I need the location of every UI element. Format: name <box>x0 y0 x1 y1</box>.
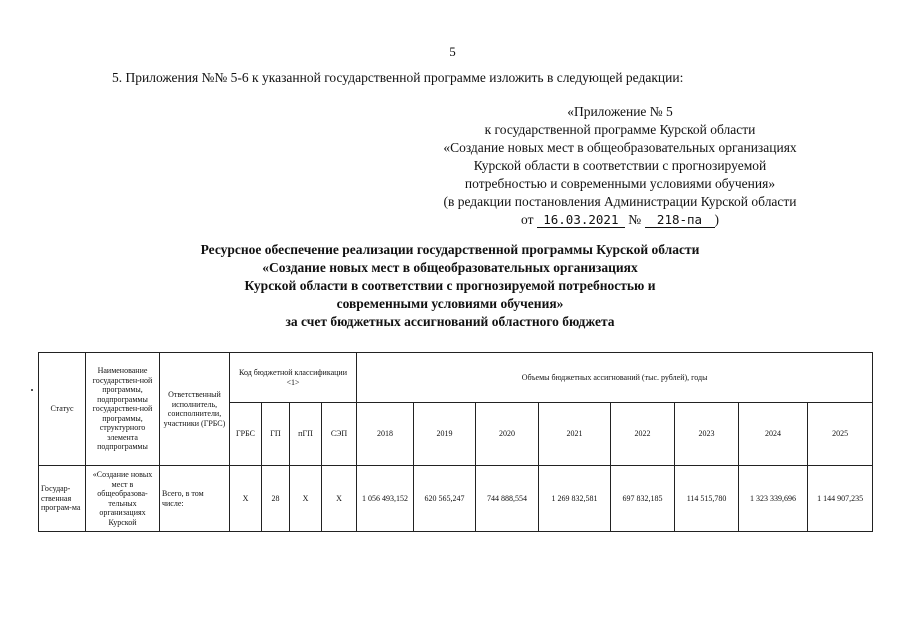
appendix-line: потребностью и современными условиями обучения» <box>464 176 776 191</box>
appendix-line: (в редакции постановления Администрации Курской области <box>443 194 797 209</box>
cell-code-gp: 28 <box>262 466 290 532</box>
cell-value-2025: 1 144 907,235 <box>808 466 873 532</box>
cell-status: Государ-ственная програм-ма <box>39 466 86 532</box>
header-year-2025: 2025 <box>808 403 873 466</box>
budget-table <box>38 352 873 532</box>
header-year-2018: 2018 <box>357 403 414 466</box>
header-year-2021: 2021 <box>539 403 611 466</box>
cell-value-2022: 697 832,185 <box>611 466 675 532</box>
header-year-2023: 2023 <box>675 403 739 466</box>
header-volume-group: Объемы бюджетных ассигнований (тыс. рублей), годы <box>357 353 873 403</box>
intro-paragraph: 5. Приложения №№ 5-6 к указанной государственной программе изложить в следующей редакции: <box>112 70 684 85</box>
closing-paren: ) <box>714 212 719 227</box>
cell-value-2018: 1 056 493,152 <box>357 466 414 532</box>
cell-value-2023: 114 515,780 <box>675 466 739 532</box>
title-line: Ресурсное обеспечение реализации государственной программы Курской области <box>200 242 700 257</box>
header-code-pgp: пГП <box>290 403 322 466</box>
cell-code-pgp: Х <box>290 466 322 532</box>
cell-value-2024: 1 323 339,696 <box>739 466 808 532</box>
cell-name: «Создание новых мест в общеобразова-тельных организациях Курской <box>86 466 160 532</box>
appendix-line: «Создание новых мест в общеобразовательных организациях <box>443 140 797 155</box>
title-line: Курской области в соответствии с прогнозируемой потребностью и <box>244 278 656 293</box>
appendix-date-line <box>405 211 835 229</box>
header-name: Наименование государствен-ной программы, подпрограммы государствен-ной программы, структурного элемента подпрограммы <box>86 353 160 466</box>
table-row <box>39 466 873 532</box>
cell-value-2019: 620 565,247 <box>414 466 476 532</box>
cell-code-sep: Х <box>322 466 357 532</box>
header-year-2024: 2024 <box>739 403 808 466</box>
number-sign: № <box>628 212 642 227</box>
header-year-2020: 2020 <box>476 403 539 466</box>
resolution-number-field: 218-па <box>645 213 715 228</box>
header-code-gp: ГП <box>262 403 290 466</box>
appendix-line: Курской области в соответствии с прогнозируемой <box>473 158 767 173</box>
date-field: 16.03.2021 <box>537 213 625 228</box>
cell-code-grbs: Х <box>230 466 262 532</box>
cell-responsible: Всего, в том числе: <box>160 466 230 532</box>
header-year-2019: 2019 <box>414 403 476 466</box>
document-title <box>90 241 810 331</box>
header-responsible: Ответственный исполнитель, соисполнители, участники (ГРБС) <box>160 353 230 466</box>
title-line: современными условиями обучения» <box>336 296 564 311</box>
appendix-line: «Приложение № 5 <box>567 104 673 119</box>
title-line: за счет бюджетных ассигнований областного бюджета <box>285 314 615 329</box>
cell-value-2020: 744 888,554 <box>476 466 539 532</box>
cell-value-2021: 1 269 832,581 <box>539 466 611 532</box>
ot-label: от <box>521 212 534 227</box>
page-number: 5 <box>449 44 456 59</box>
header-code-sep: СЭП <box>322 403 357 466</box>
title-line: «Создание новых мест в общеобразовательных организациях <box>262 260 638 275</box>
header-year-2022: 2022 <box>611 403 675 466</box>
appendix-header <box>405 103 835 229</box>
header-code-grbs: ГРБС <box>230 403 262 466</box>
scan-mark <box>31 389 33 391</box>
header-code-group: Код бюджетной классификации <1> <box>230 353 357 403</box>
appendix-line: к государственной программе Курской области <box>484 122 756 137</box>
header-status: Статус <box>39 353 86 466</box>
